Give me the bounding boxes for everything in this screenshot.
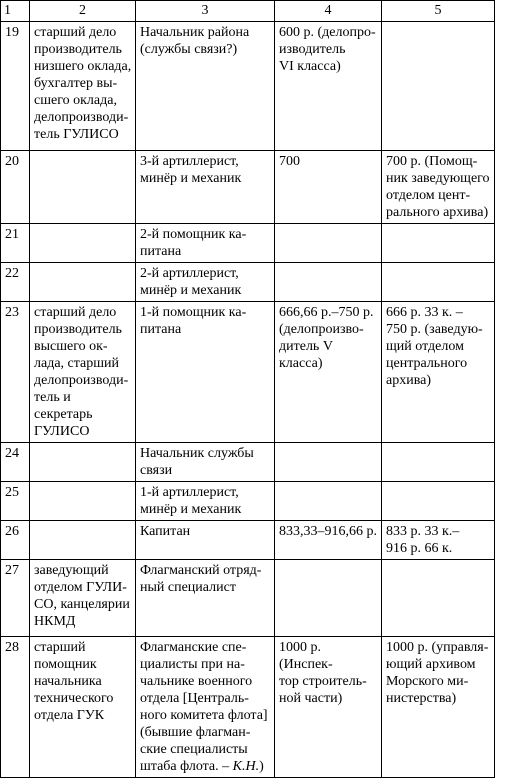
fleet-position-cell: 1-й помощник ка- питана [136, 302, 275, 443]
comparison-cell [382, 263, 495, 302]
fleet-position-cell [136, 637, 275, 778]
table-row [1, 151, 495, 224]
author-initials: К.Н. [232, 759, 260, 774]
row-number: 25 [1, 482, 30, 521]
comparison-cell [382, 22, 495, 151]
comparison-cell: 700 р. (Помощ- ник заведующего отделом цент- рального архива) [382, 151, 495, 224]
header-col-1: 1 [1, 1, 30, 22]
comparison-cell: 1000 р. (управля- ющий архивом Морского ми- нистерства) [382, 637, 495, 778]
row-number: 21 [1, 224, 30, 263]
salary-cell: 833,33–916,66 р. [275, 521, 382, 560]
old-position-cell [30, 151, 136, 224]
row-number: 28 [1, 637, 30, 778]
fleet-position-cell: 2-й артиллерист, минёр и механик [136, 263, 275, 302]
comparison-cell [382, 443, 495, 482]
old-position-cell: старший дело производитель высшего ок- лада, старший делопроизводи- тель и секретарь ГУЛИСО [30, 302, 136, 443]
old-position-cell [30, 263, 136, 302]
row-number: 22 [1, 263, 30, 302]
table-row [1, 443, 495, 482]
comparison-cell [382, 560, 495, 637]
header-col-3: 3 [136, 1, 275, 22]
table-row [1, 521, 495, 560]
table-row [1, 263, 495, 302]
comparison-cell [382, 482, 495, 521]
row-number: 27 [1, 560, 30, 637]
row-number: 20 [1, 151, 30, 224]
comparison-cell: 666 р. 33 к. – 750 р. (заведую- щий отделом центрального архива) [382, 302, 495, 443]
header-col-5: 5 [382, 1, 495, 22]
fleet-position-cell: Флагманский отряд- ный специалист [136, 560, 275, 637]
fleet-position-cell: Начальник района (службы связи?) [136, 22, 275, 151]
table-row [1, 560, 495, 637]
table-row [1, 224, 495, 263]
old-position-cell [30, 521, 136, 560]
fleet-position-cell: 1-й артиллерист, минёр и механик [136, 482, 275, 521]
closing-paren: ) [259, 759, 264, 774]
header-col-2: 2 [30, 1, 136, 22]
old-position-cell: старший дело производитель низшего оклада, бухгалтер вы- сшего оклада, делопроизводи- тель ГУЛИСО [30, 22, 136, 151]
salary-cell [275, 263, 382, 302]
salary-cell [275, 482, 382, 521]
row-number: 26 [1, 521, 30, 560]
salary-cell [275, 560, 382, 637]
salary-cell: 600 р. (делопро- изводитель VI класса) [275, 22, 382, 151]
row-number: 19 [1, 22, 30, 151]
table-row [1, 302, 495, 443]
old-position-cell [30, 482, 136, 521]
table-row [1, 482, 495, 521]
salary-cell [275, 443, 382, 482]
header-row [1, 1, 495, 22]
fleet-position-cell: 2-й помощник ка- питана [136, 224, 275, 263]
row-number: 23 [1, 302, 30, 443]
row-number: 24 [1, 443, 30, 482]
salary-cell: 700 [275, 151, 382, 224]
comparison-cell [382, 224, 495, 263]
table-row [1, 637, 495, 778]
table-row [1, 22, 495, 151]
salary-cell: 666,66 р.–750 р. (делопроизво- дитель V класса) [275, 302, 382, 443]
old-position-cell [30, 224, 136, 263]
salary-cell [275, 224, 382, 263]
salary-cell: 1000 р. (Инспек- тор строитель- ной части) [275, 637, 382, 778]
fleet-position-cell: Капитан [136, 521, 275, 560]
comparison-cell: 833 р. 33 к.– 916 р. 66 к. [382, 521, 495, 560]
fleet-position-cell: Начальник службы связи [136, 443, 275, 482]
fleet-position-cell: 3-й артиллерист, минёр и механик [136, 151, 275, 224]
old-position-cell [30, 443, 136, 482]
fleet-position-text: Флагманские спе- циалисты при на- чальнике военного отдела [Централь- ного комитета флота] (бывшие флагман- ские специалисты штаба флота. – [140, 640, 268, 774]
header-col-4: 4 [275, 1, 382, 22]
old-position-cell: заведующий отделом ГУЛИ- СО, канцелярии НКМД [30, 560, 136, 637]
old-position-cell: старший помощник начальника технического отдела ГУК [30, 637, 136, 778]
